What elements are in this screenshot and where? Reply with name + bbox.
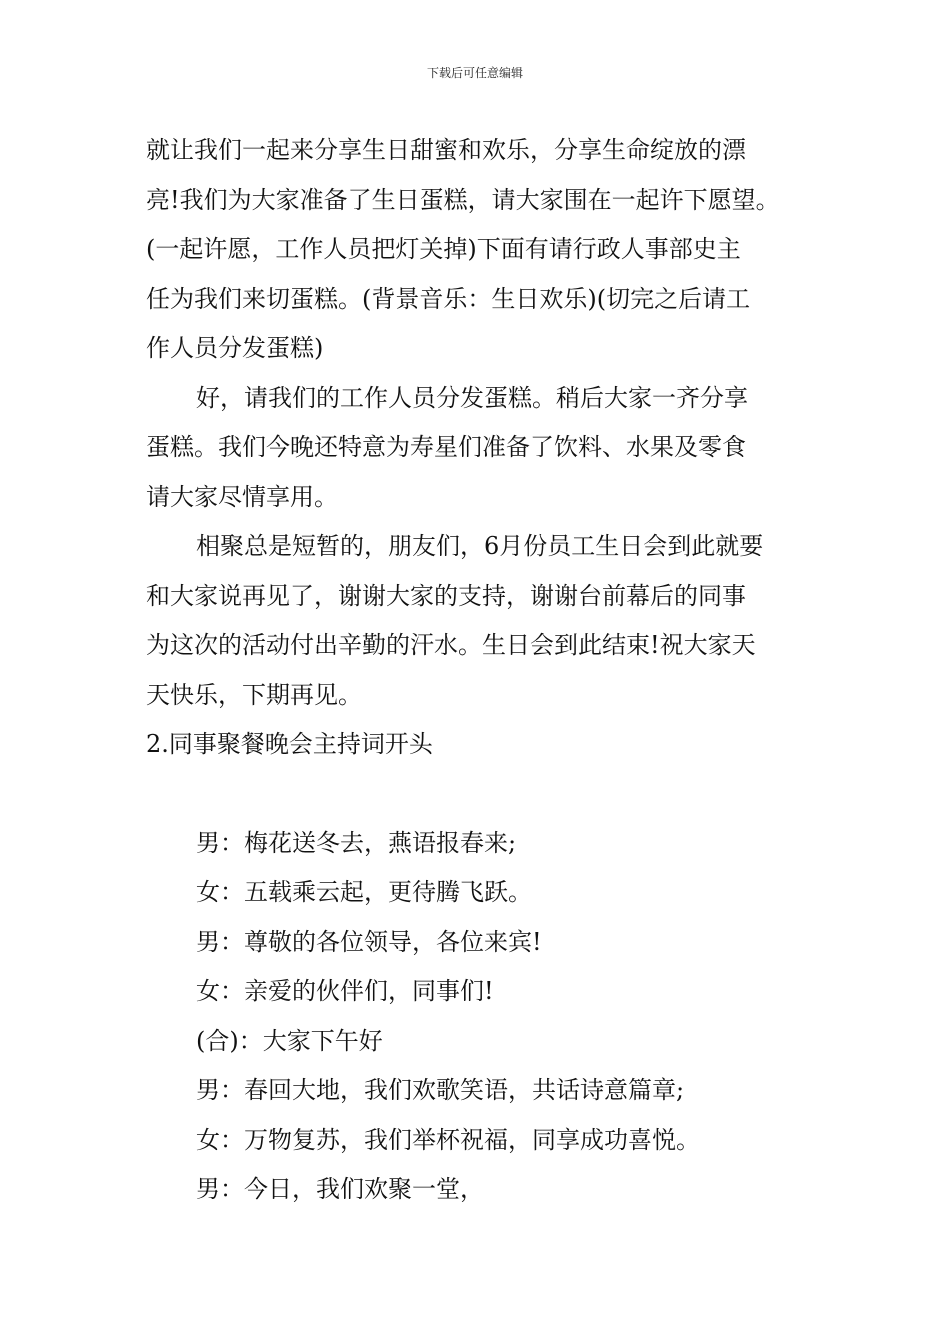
dialogue-line: (合)：大家下午好 <box>196 1026 383 1055</box>
dialogue-line: 女：亲爱的伙伴们，同事们! <box>196 977 494 1005</box>
text-line: 请大家尽情享用。 <box>146 482 338 511</box>
text-line: 任为我们来切蛋糕。(背景音乐：生日欢乐)(切完之后请工 <box>146 284 751 313</box>
text-line: (一起许愿，工作人员把灯关掉)下面有请行政人事部史主 <box>146 235 741 263</box>
text-line: 好，请我们的工作人员分发蛋糕。稍后大家一齐分享 <box>196 383 748 412</box>
text-line: 作人员分发蛋糕) <box>146 334 324 362</box>
text-line: 蛋糕。我们今晚还特意为寿星们准备了饮料、水果及零食 <box>146 433 746 461</box>
text-line: 亮!我们为大家准备了生日蛋糕，请大家围在一起许下愿望。 <box>146 185 780 214</box>
text-line: 就让我们一起来分享生日甜蜜和欢乐，分享生命绽放的漂 <box>146 136 746 164</box>
dialogue-line: 男：尊敬的各位领导，各位来宾! <box>196 927 542 956</box>
dialogue-line: 男：春回大地，我们欢歌笑语，共话诗意篇章; <box>196 1076 685 1104</box>
dialogue-line: 女：万物复苏，我们举杯祝福，同享成功喜悦。 <box>196 1125 700 1154</box>
page-header-note: 下载后可任意编辑 <box>426 66 523 80</box>
text-line: 相聚总是短暂的，朋友们，6月份员工生日会到此就要 <box>196 532 764 560</box>
section-heading: 2.同事聚餐晚会主持词开头 <box>146 730 433 758</box>
blank-line <box>146 770 826 819</box>
text-line: 天快乐，下期再见。 <box>146 680 362 709</box>
dialogue-line: 男：今日，我们欢聚一堂， <box>196 1175 484 1203</box>
document-body <box>146 126 826 1215</box>
dialogue-line: 女：五载乘云起，更待腾飞跃。 <box>196 878 532 906</box>
dialogue-line: 男：梅花送冬去，燕语报春来; <box>196 828 517 857</box>
text-line: 为这次的活动付出辛勤的汗水。生日会到此结束!祝大家天 <box>146 631 756 659</box>
text-line: 和大家说再见了，谢谢大家的支持，谢谢台前幕后的同事 <box>146 581 746 610</box>
